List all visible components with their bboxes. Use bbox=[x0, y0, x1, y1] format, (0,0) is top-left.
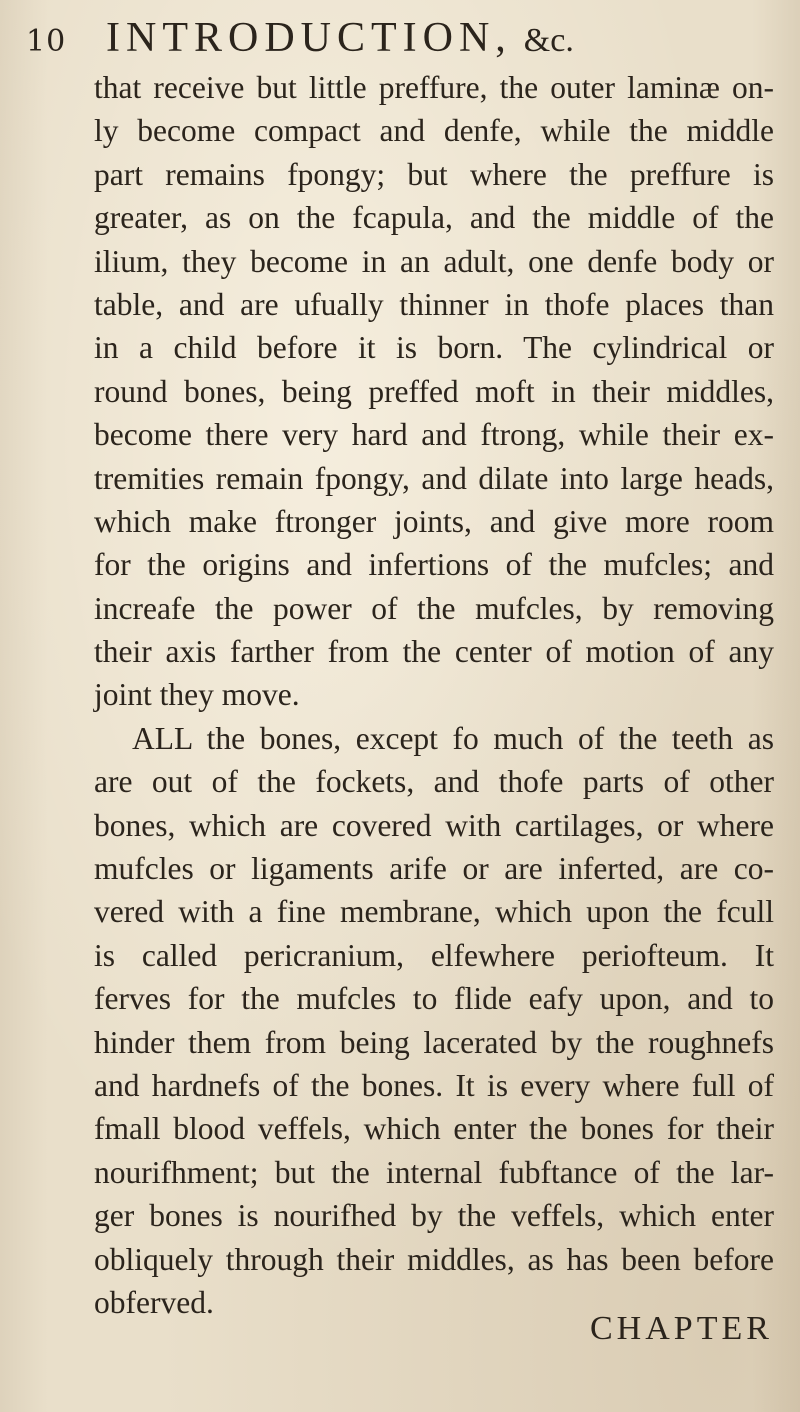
text-line: bones, which are covered with cartilages, or where bbox=[94, 807, 774, 843]
text-line: which make ftronger joints, and give more room bbox=[94, 503, 774, 539]
text-line: their axis farther from the center of motion of any bbox=[94, 634, 774, 670]
text-line: mufcles or ligaments arife or are inferted, are co- bbox=[94, 851, 774, 887]
text-line: greater, as on the fcapula, and the middle of the bbox=[94, 200, 774, 236]
text-line: is called pericranium, elfewhere periofteum. It bbox=[94, 937, 774, 973]
body-text bbox=[94, 66, 774, 1324]
text-line: ly become compact and denfe, while the middle bbox=[94, 113, 774, 149]
catchword: CHAPTER bbox=[590, 1310, 773, 1347]
text-line: increafe the power of the mufcles, by removing bbox=[94, 590, 774, 626]
running-head bbox=[26, 14, 760, 64]
text-line: fmall blood veffels, which enter the bones for their bbox=[94, 1111, 774, 1147]
text-line: and hardnefs of the bones. It is every where full of bbox=[94, 1067, 774, 1103]
text-line: are out of the fockets, and thofe parts of other bbox=[94, 764, 774, 800]
text-line: ilium, they become in an adult, one denfe body or bbox=[94, 243, 774, 279]
page-number: 10 bbox=[26, 24, 67, 59]
text-line: obferved. bbox=[94, 1284, 214, 1320]
text-line: nourifhment; but the internal fubftance of the lar- bbox=[94, 1154, 774, 1190]
text-line: ger bones is nourifhed by the veffels, which enter bbox=[94, 1198, 774, 1234]
text-line: ferves for the mufcles to flide eafy upon, and to bbox=[94, 981, 774, 1017]
text-line: vered with a fine membrane, which upon the fcull bbox=[94, 894, 774, 930]
running-title bbox=[106, 14, 574, 62]
text-line: for the origins and infertions of the mufcles; and bbox=[94, 547, 774, 583]
running-title-text: INTRODUCTION, bbox=[106, 15, 512, 61]
text-line: that receive but little preffure, the outer laminæ on- bbox=[94, 70, 774, 105]
text-line: joint they move. bbox=[94, 677, 300, 713]
text-line: round bones, being preffed moft in their middles, bbox=[94, 373, 774, 409]
text-line: in a child before it is born. The cylindrical or bbox=[94, 330, 774, 366]
running-title-etc: &c. bbox=[523, 22, 574, 59]
text-line: part remains fpongy; but where the preffure is bbox=[94, 156, 774, 192]
text-line: hinder them from being lacerated by the roughnefs bbox=[94, 1024, 774, 1060]
text-line: ALL the bones, except fo much of the teeth as bbox=[132, 720, 774, 756]
text-line: become there very hard and ftrong, while their ex- bbox=[94, 417, 774, 453]
text-line: table, and are ufually thinner in thofe places than bbox=[94, 286, 774, 322]
text-line: tremities remain fpongy, and dilate into large heads, bbox=[94, 460, 774, 496]
text-line: obliquely through their middles, as has been before bbox=[94, 1241, 774, 1277]
